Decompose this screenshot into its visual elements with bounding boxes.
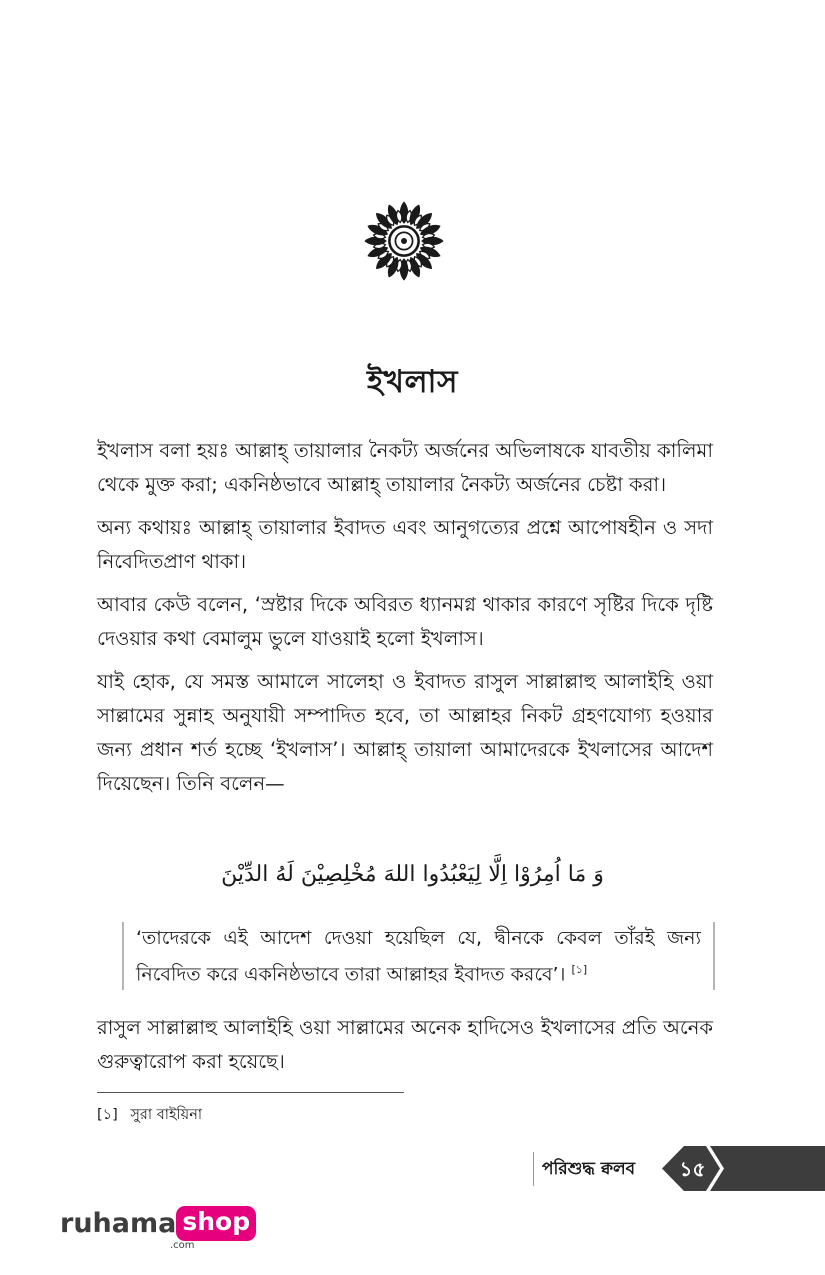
translation-quote <box>122 922 715 990</box>
page-number: ১৫ <box>679 1157 706 1181</box>
paragraph: আবার কেউ বলেন, ‘স্রষ্টার দিকে অবিরত ধ্যানমগ্ন থাকার কারণে সৃষ্টির দিকে দৃষ্টি দেওয়ার কথা বেমালুম ভুলে যাওয়াই হলো ইখলাস। <box>97 593 713 650</box>
logo-text-ruhama: ruhama <box>60 1208 177 1239</box>
logo-text-suffix: .com <box>170 1240 195 1251</box>
running-head: পরিশুদ্ধ ক্বলব <box>533 1152 635 1186</box>
footnote-text: সুরা বাইয়িনা <box>130 1107 203 1123</box>
footnote-reference[interactable]: [১] <box>571 963 588 976</box>
publisher-logo[interactable] <box>60 1206 256 1256</box>
footnote <box>97 1104 202 1128</box>
arabic-verse: وَ مَا اُمِرُوْا اِلَّا لِيَعْبُدُوا اللهَ مُخْلِصِيْنَ لَهُ الدِّيْنَ <box>221 862 604 887</box>
paragraph: অন্য কথায়ঃ আল্লাহ্ তায়ালার ইবাদত এবং আনুগত্যের প্রশ্নে আপোষহীন ও সদা নিবেদিতপ্রাণ থাকা। <box>97 516 713 573</box>
paragraph: ইখলাস বলা হয়ঃ আল্লাহ্ তায়ালার নৈকট্য অর্জনের অভিলাষকে যাবতীয় কালিমা থেকে মুক্ত করা; একনিষ্ঠভাবে আল্লাহ্ তায়ালার নৈকট্য অর্জনের চেষ্টা করা। <box>97 439 713 496</box>
logo-text-shop: shop <box>176 1206 256 1241</box>
footnote-mark: [১] <box>97 1107 118 1123</box>
footnote-divider <box>97 1092 404 1093</box>
quote-text: ‘তাদেরকে এই আদেশ দেওয়া হয়েছিল যে, দ্বীনকে কেবল তাঁরই জন্য নিবেদিত করে একনিষ্ঠভাবে তারা আল্লাহর ইবাদত করবে’। <box>136 927 701 986</box>
mandala-ornament-icon <box>361 198 447 284</box>
paragraph: যাই হোক, যে সমস্ত আমালে সালেহা ও ইবাদত রাসুল সাল্লাল্লাহু আলাইহি ওয়া সাল্লামের সুন্নাহ অনুযায়ী সম্পাদিত হবে, তা আল্লাহর নিকট গ্রহণযোগ্য হওয়ার জন্য প্রধান শর্ত হচ্ছে ‘ইখলাস’। আল্লাহ্ তায়ালা আমাদেরকে ইখলাসের আদেশ দিয়েছেন। তিনি বলেন— <box>97 670 713 795</box>
chapter-title: ইখলাস <box>366 364 459 400</box>
closing-paragraph: রাসুল সাল্লাল্লাহু আলাইহি ওয়া সাল্লামের অনেক হাদিসেও ইখলাসের প্রতি অনেক গুরুত্বারোপ করা হয়েছে। <box>97 1016 713 1073</box>
body-text <box>97 434 713 810</box>
